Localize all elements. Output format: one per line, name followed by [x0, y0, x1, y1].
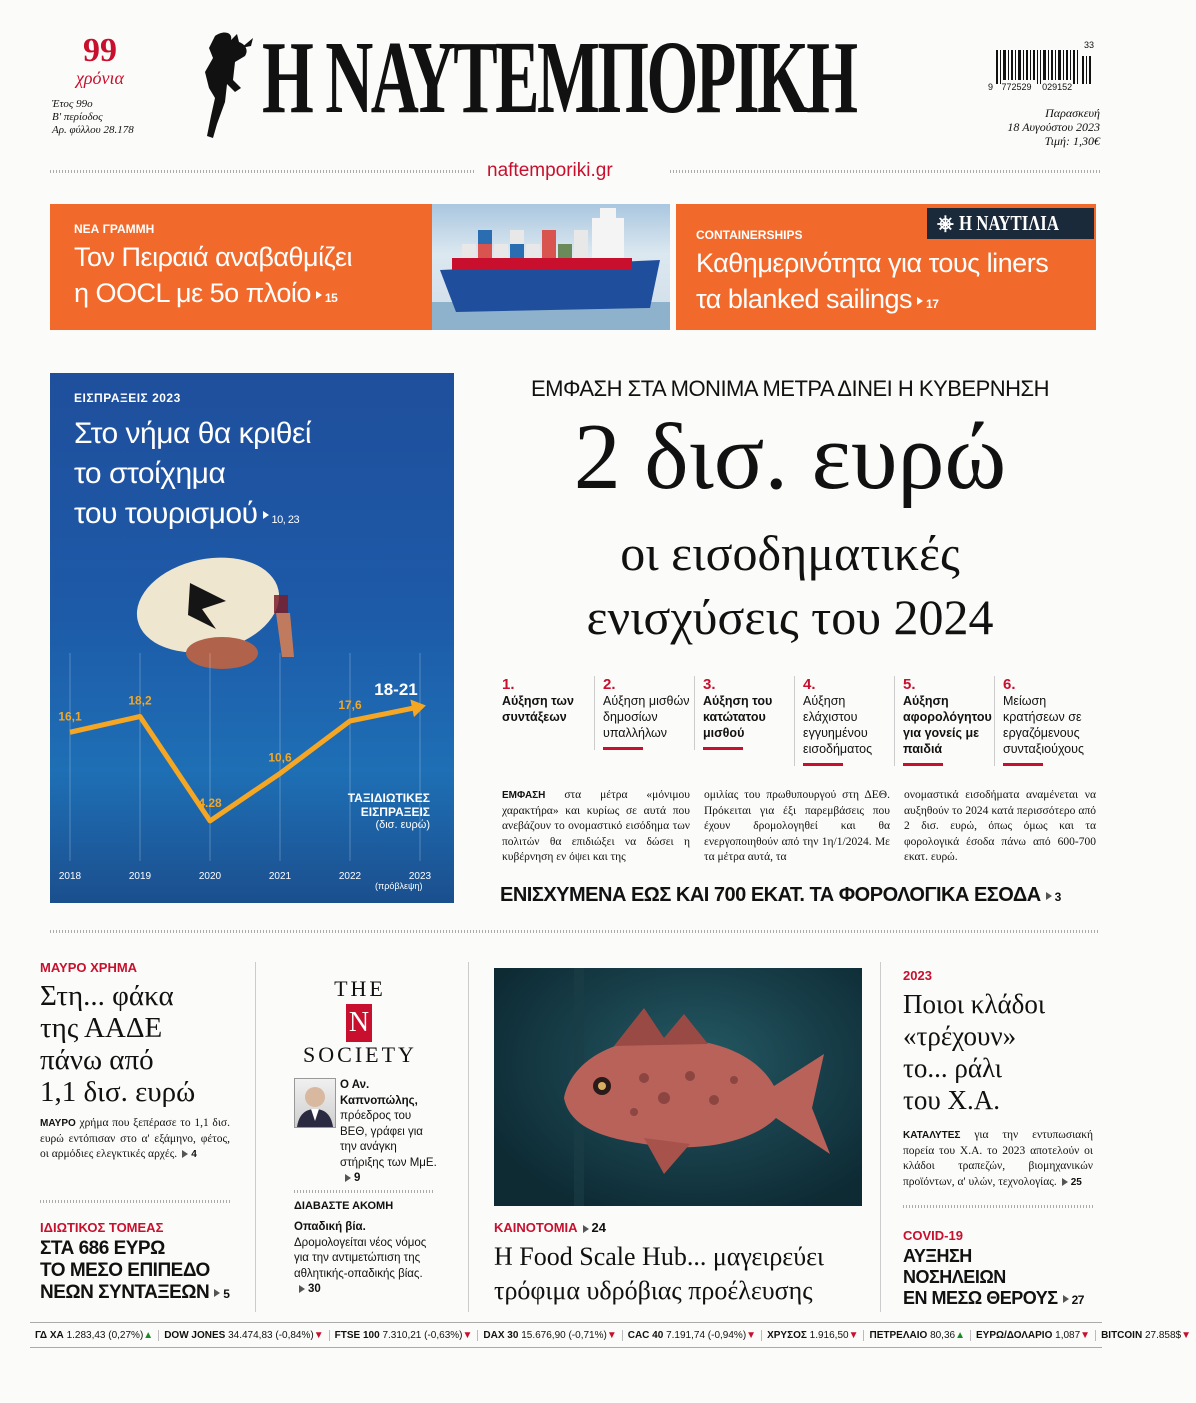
ticker-item — [971, 1330, 1096, 1341]
private-sector-h2: ΤΟ ΜΕΣΟ ΕΠΙΠΕΔΟ — [40, 1260, 210, 1281]
banner-left[interactable] — [50, 204, 670, 330]
chart-data-label: 18,2 — [128, 693, 152, 708]
measure-item — [594, 676, 693, 750]
col-divider-1 — [255, 962, 256, 1312]
innovation-page: 24 — [591, 1220, 607, 1235]
price: Τιμή: 1,30€ — [1044, 134, 1100, 148]
lead-kicker: ΕΜΦΑΣΗ ΣΤΑ ΜΟΝΙΜΑ ΜΕΤΡΑ ΔΙΝΕΙ Η ΚΥΒΕΡΝΗΣΗ — [530, 376, 1050, 401]
lead-body-text-2: ομιλίας του πρωθυπουργού στη ΔΕΘ. Πρόκειται για έξι παρεμβάσεις που έχουν δρομολογηθεί και θα ενεργοποιηθούν από την 1η/1/2024. Με τα μέτρα αυτά, τα — [704, 789, 890, 863]
measure-number: 6. — [1003, 676, 1016, 693]
barcode-addon: 33 — [1084, 40, 1095, 50]
masthead-rule-left — [50, 170, 474, 173]
black-money-text: χρήμα που ξεπέρασε το 1,1 δισ. ευρώ εντόπισαν στο α' εξάμηνο, φέτος, οι αρμόδιες ελεγκτικές αρχές. — [40, 1117, 230, 1160]
measure-item — [994, 676, 1099, 766]
ticker-name: FTSE 100 — [334, 1329, 380, 1341]
black-money-kicker: ΜΑΥΡΟ ΧΡΗΜΑ — [40, 960, 138, 975]
innovation-h1: Η Food Scale Hub... μαγειρεύει — [494, 1242, 825, 1271]
col4-rule — [903, 1205, 1093, 1208]
read-more-label: ΔΙΑΒΑΣΤΕ ΑΚΟΜΗ — [294, 1200, 394, 1212]
ticker-name: BITCOIN — [1101, 1329, 1143, 1341]
banner-right-line1: Καθημερινότητα για τους liners — [696, 248, 1049, 278]
ticker-name: ΠΕΤΡΕΛΑΙΟ — [869, 1329, 928, 1341]
market-h3: το... ράλι — [903, 1053, 1002, 1083]
innovation-headline — [494, 1240, 824, 1308]
barcode-digits — [988, 82, 1072, 92]
measure-underline — [603, 747, 643, 750]
society-lead: Ο Αν. Καπνοπώλης, — [340, 1079, 418, 1107]
arrow-icon — [917, 297, 923, 305]
ticker-value: 27.858$ — [1144, 1329, 1182, 1341]
tourism-box — [50, 373, 454, 903]
forecast-note: (πρόβλεψη) — [375, 881, 423, 891]
col1-rule — [40, 1200, 230, 1203]
arrow-icon — [299, 1285, 305, 1293]
chart-data-label: 18-21 — [374, 679, 418, 699]
issue-year: Έτος 99ο — [52, 98, 93, 110]
private-sector-kicker: ΙΔΙΩΤΙΚΟΣ ΤΟΜΕΑΣ — [40, 1220, 164, 1235]
lead-body-text-1: στα μέτρα «μόνιμου χαρακτήρα» και κυρίως σε αυτά που ανεβάζουν το ονομαστικό εισόδημα των πολιτών θα επιδιώξει να δώσει η κυβέρνηση εν όψει και της — [502, 789, 690, 863]
measure-text: Αύξηση ελάχιστου εγγυημένου εισοδήματος — [803, 694, 873, 756]
chart-data-label: 17,6 — [338, 698, 362, 712]
society-text — [294, 1078, 440, 1187]
private-sector-h1: ΣΤΑ 686 ΕΥΡΩ — [40, 1238, 165, 1259]
measure-item — [502, 676, 588, 725]
barcode-digit-2: 772529 — [1001, 82, 1032, 92]
lead-subhead-2: ενισχύσεις του 2024 — [586, 589, 994, 645]
measure-number: 5. — [903, 676, 916, 693]
chart-tick-label: 2023 — [408, 871, 432, 882]
issue-info — [52, 98, 134, 137]
arrow-down-icon: ▼ — [462, 1329, 473, 1341]
ticker-name: ΓΔ ΧΑ — [35, 1329, 64, 1341]
black-money-body — [40, 1116, 230, 1163]
ticker-item — [762, 1330, 864, 1341]
arrow-icon — [316, 291, 322, 299]
society-body: πρόεδρος του ΒΕΘ, γράφει για την ανάγκη στήριξης των ΜμΕ. — [340, 1110, 437, 1169]
covid-h3: ΕΝ ΜΕΣΩ ΘΕΡΟΥΣ — [903, 1288, 1058, 1308]
chart-tick-label: 2020 — [198, 871, 222, 882]
black-money-lead: ΜΑΥΡΟ — [40, 1118, 76, 1129]
banner-left-kicker: ΝΕΑ ΓΡΑΜΜΗ — [74, 222, 155, 236]
years-label: χρόνια — [76, 68, 124, 88]
society-n-logo: N — [346, 1004, 372, 1042]
market-h2: «τρέχουν» — [903, 1021, 1017, 1051]
issue-period: Β' περίοδος — [52, 111, 103, 123]
date-block — [1007, 106, 1100, 148]
measure-underline — [803, 763, 843, 766]
society-box — [280, 962, 440, 1307]
ticker-name: DOW JONES — [164, 1329, 226, 1341]
lead-footer — [500, 884, 1061, 907]
market-ticker — [30, 1322, 1192, 1348]
private-sector-h3-row — [40, 1282, 229, 1305]
measure-number: 2. — [603, 676, 616, 693]
measure-text: Αύξηση αφορολόγητου για γονείς με παιδιά — [903, 694, 992, 756]
newspaper-title: Η ΝΑΥΤΕΜΠΟΡΙΚΗ — [262, 20, 856, 135]
arrow-down-icon: ▼ — [313, 1329, 324, 1341]
ticker-value: 1,087 — [1055, 1329, 1081, 1341]
measure-item — [894, 676, 995, 766]
market-h4: του Χ.Α. — [903, 1085, 1000, 1115]
arrow-down-icon: ▼ — [746, 1329, 757, 1341]
private-sector-headline — [40, 1238, 229, 1305]
container-ship-image — [432, 204, 670, 330]
black-money-h3: πάνω από — [40, 1044, 154, 1076]
innovation-kicker-row — [494, 1220, 606, 1235]
ticker-name: ΧΡΥΣΟΣ — [767, 1329, 807, 1341]
ship-wheel-icon: ⎈ — [936, 211, 954, 235]
covid-h1: ΑΥΞΗΣΗ — [903, 1246, 972, 1266]
arrow-icon — [1063, 1295, 1069, 1303]
ticker-item — [864, 1330, 971, 1341]
arrow-up-icon: ▲ — [955, 1329, 965, 1341]
ticker-item — [623, 1330, 762, 1341]
society-text-inner — [294, 1078, 440, 1187]
arrow-icon — [214, 1289, 220, 1297]
measure-underline — [703, 747, 743, 750]
tourism-line1: Στο νήμα θα κριθεί — [74, 417, 312, 450]
ticker-item — [1096, 1330, 1196, 1341]
covid-kicker: COVID-19 — [903, 1228, 963, 1243]
innovation-kicker: ΚΑΙΝΟΤΟΜΙΑ — [494, 1220, 578, 1235]
years-number: 99 — [83, 32, 117, 69]
arrow-icon — [1046, 892, 1052, 900]
measure-item — [794, 676, 893, 766]
lead-body-col-2 — [704, 788, 890, 866]
banner-left-line2 — [74, 278, 337, 309]
fish-photo — [494, 968, 862, 1206]
black-money-h2: της ΑΑΔΕ — [40, 1012, 163, 1044]
hermes-logo-icon — [195, 28, 257, 140]
tourism-pages: 10, 23 — [271, 514, 300, 526]
arrow-icon — [1062, 1178, 1068, 1186]
chart-data-label: 16,1 — [58, 709, 82, 724]
banner-right-line2 — [696, 284, 938, 315]
website-link[interactable]: naftemporiki.gr — [487, 160, 613, 181]
chart-data-label: 10,6 — [268, 750, 292, 765]
chart-arrowhead — [410, 700, 426, 718]
private-sector-h3: ΝΕΩΝ ΣΥΝΤΑΞΕΩΝ — [40, 1282, 210, 1303]
read-more-lead: Οπαδική βία. — [294, 1221, 366, 1233]
black-money-headline — [40, 980, 195, 1108]
date-value: 18 Αυγούστου 2023 — [1007, 120, 1100, 134]
market-text: για την εντυπωσιακή πορεία του Χ.Α. το 2023 αποτελούν οι κλάδοι τραπεζών, βιομηχανικών προϊόντων, α' υλών, τεχνολογίας. — [903, 1129, 1094, 1188]
private-sector-page: 5 — [223, 1287, 230, 1301]
ticker-item — [159, 1330, 329, 1341]
measure-text: Αύξηση των συντάξεων — [502, 694, 574, 724]
chart-label-1: ΤΑΞΙΔΙΩΤΙΚΕΣ — [347, 791, 430, 805]
banner-right-page: 17 — [926, 297, 939, 311]
banner-left-line2-text: η OOCL με 5ο πλοίο — [74, 278, 311, 308]
arrow-icon — [345, 1174, 351, 1182]
ticker-value: 1.283,43 (0,27%) — [66, 1329, 144, 1341]
lead-headline: 2 δισ. ευρώ — [573, 405, 1007, 509]
shipping-badge — [927, 208, 1094, 239]
market-headline — [903, 988, 1045, 1116]
masthead-rule-right — [670, 170, 1100, 173]
market-page: 25 — [1070, 1176, 1082, 1188]
covid-h2: ΝΟΣΗΛΕΙΩΝ — [903, 1267, 1006, 1287]
measure-number: 4. — [803, 676, 816, 693]
measure-text: Αύξηση μισθών δημοσίων υπαλλήλων — [603, 694, 690, 740]
lead-subhead-1: οι εισοδηματικές — [620, 525, 960, 581]
society-page: 9 — [354, 1172, 361, 1184]
measure-underline — [1003, 763, 1043, 766]
read-more-body: Δρομολογείται νέος νόμος για την αντιμετώπιση της αθλητικής-οπαδικής βίας. — [294, 1236, 427, 1280]
ticker-value: 7.191,74 (-0,94%) — [666, 1329, 747, 1341]
shipping-badge-text: Η ΝΑΥΤΙΛΙΑ — [959, 211, 1060, 235]
lead-footer-page: 3 — [1054, 890, 1061, 904]
arrow-down-icon: ▼ — [1080, 1329, 1091, 1341]
barcode-digit-3: 029152 — [1042, 82, 1073, 92]
banner-left-page: 15 — [324, 291, 338, 305]
market-body — [903, 1128, 1093, 1190]
chart-label-2: ΕΙΣΠΡΑΞΕΙΣ — [360, 805, 430, 819]
arrow-down-icon: ▼ — [606, 1329, 617, 1341]
barcode-digit-1: 9 — [988, 82, 994, 92]
arrow-icon — [583, 1225, 589, 1233]
date-day: Παρασκευή — [1045, 106, 1100, 120]
arrow-up-icon: ▲ — [143, 1329, 154, 1341]
arrow-down-icon: ▼ — [1181, 1329, 1192, 1341]
chart-tick-label: 2019 — [128, 871, 152, 882]
covid-h3-row — [903, 1288, 1084, 1311]
tourism-line3-text: του τουρισμού — [74, 497, 258, 530]
ticker-value: 1.916,50 — [809, 1329, 849, 1341]
lead-footer-text: ΕΝΙΣΧΥΜΕΝΑ ΕΩΣ ΚΑΙ 700 ΕΚΑΤ. ΤΑ ΦΟΡΟΛΟΓΙΚΑ ΕΣΟΔΑ — [500, 884, 1041, 906]
ticker-name: CAC 40 — [627, 1329, 664, 1341]
ticker-name: DAX 30 — [483, 1329, 519, 1341]
lead-body-col-1 — [502, 788, 690, 866]
chart-tick-label: 2022 — [338, 871, 362, 882]
col-divider-3 — [880, 962, 881, 1312]
black-money-page: 4 — [191, 1149, 197, 1160]
measures-row — [502, 676, 1100, 772]
lead-body-text-3: ονομαστικά εισοδήματα αναμένεται να αυξηθούν το 2024 κατά περισσότερο από 2 δισ. ευρώ, όπως όμως και τα φορολογικά έσοδα πάνω από 600-700 εκατ. ευρώ. — [904, 789, 1096, 863]
measure-number: 3. — [703, 676, 716, 693]
covid-page: 27 — [1071, 1293, 1084, 1307]
measure-number: 1. — [502, 676, 515, 693]
years-badge — [60, 34, 140, 88]
black-money-h4: 1,1 δισ. ευρώ — [40, 1076, 196, 1108]
banner-right[interactable] — [676, 204, 1096, 330]
tourism-kicker: ΕΙΣΠΡΑΞΕΙΣ 2023 — [74, 391, 181, 405]
arrow-down-icon: ▼ — [848, 1329, 859, 1341]
measure-text: Μείωση κρατήσεων σε εργαζόμενους συνταξιούχους — [1003, 694, 1084, 756]
section-rule — [50, 930, 1100, 933]
read-more-text — [294, 1220, 434, 1298]
ticker-value: 7.310,21 (-0,63%) — [382, 1329, 463, 1341]
chart-tick-label: 2018 — [58, 871, 82, 882]
ticker-value: 15.676,90 (-0,71%) — [521, 1329, 607, 1341]
measure-underline — [903, 763, 943, 766]
black-money-h1: Στη... φάκα — [40, 980, 174, 1012]
society-rule — [294, 1190, 434, 1193]
ticker-item — [330, 1330, 479, 1341]
lead-body-lead: ΕΜΦΑΣΗ — [502, 790, 546, 801]
measure-item — [694, 676, 791, 750]
ticker-name: ΕΥΡΩ/ΔΟΛΑΡΙΟ — [976, 1329, 1053, 1341]
chart-unit: (δισ. ευρώ) — [375, 819, 430, 831]
chart-data-label: 4.28 — [198, 795, 222, 810]
lead-body-col-3 — [904, 788, 1096, 866]
chart-title-block — [348, 791, 430, 831]
ticker-item — [478, 1330, 622, 1341]
col-divider-2 — [468, 962, 469, 1312]
ticker-value: 34.474,83 (-0,84%) — [228, 1329, 314, 1341]
market-lead: ΚΑΤΑΛΥΤΕΣ — [903, 1130, 961, 1141]
read-more-page: 30 — [308, 1283, 321, 1295]
ticker-value: 80,36 — [930, 1329, 956, 1341]
issue-number: Αρ. φύλλου 28.178 — [52, 124, 134, 136]
innovation-h2: τρόφιμα υδρόβιας προέλευσης — [494, 1276, 813, 1305]
market-kicker: 2023 — [903, 968, 932, 983]
banner-right-line2-text: τα blanked sailings — [696, 284, 913, 314]
market-h1: Ποιοι κλάδοι — [903, 989, 1046, 1019]
arrow-icon — [182, 1150, 188, 1158]
society-label: SOCIETY — [303, 1042, 417, 1067]
banner-right-kicker: CONTAINERSHIPS — [696, 228, 803, 242]
society-the: THE — [334, 976, 386, 1001]
ticker-item — [30, 1330, 159, 1341]
chart-tick-label: 2021 — [268, 871, 292, 882]
tourism-line2: το στοίχημα — [74, 457, 226, 490]
covid-headline — [903, 1246, 1084, 1311]
measure-text: Αύξηση του κατώτατου μισθού — [703, 694, 773, 740]
banner-left-line1: Τον Πειραιά αναβαθμίζει — [74, 242, 353, 272]
